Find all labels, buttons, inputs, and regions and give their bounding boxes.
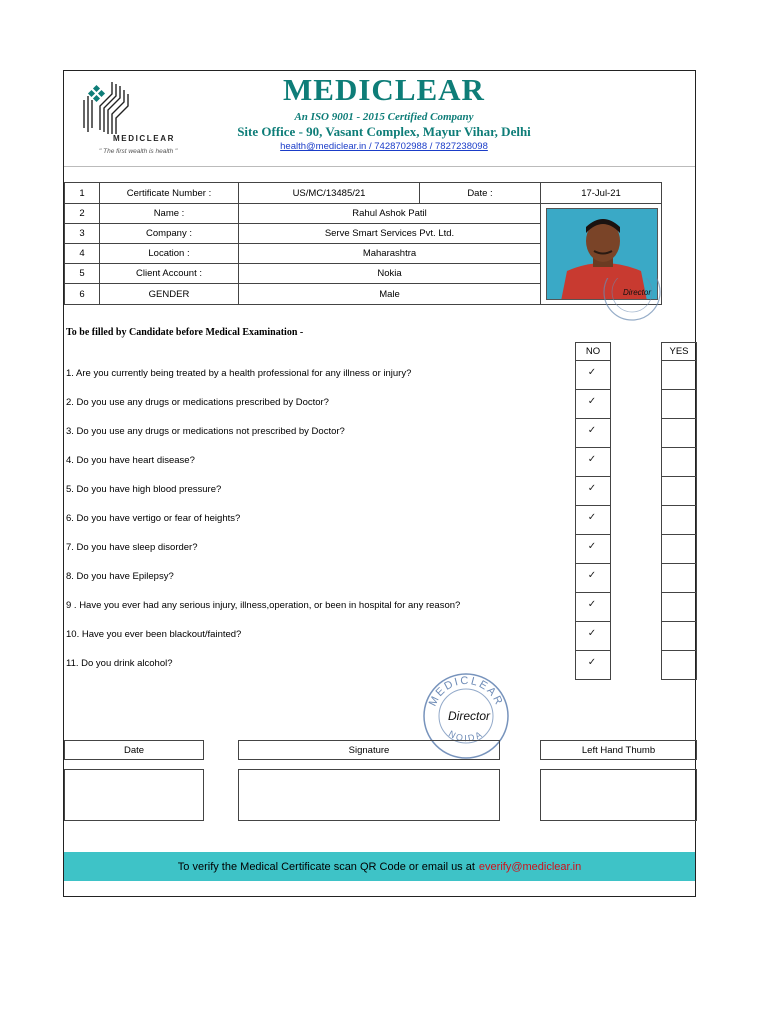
company-title: MEDICLEAR — [283, 72, 485, 107]
logo-wordmark: MEDICLEAR — [113, 134, 175, 143]
yes-cell-divider — [661, 563, 697, 564]
yes-cell-divider — [661, 505, 697, 506]
yes-cell-divider — [661, 389, 697, 390]
no-checkmark-icon[interactable]: ✓ — [587, 512, 597, 523]
footer-text: To verify the Medical Certificate scan QR Code or email us at — [177, 860, 475, 873]
no-cell-divider — [575, 563, 611, 564]
yes-column-header: YES — [661, 342, 697, 361]
question-text: 10. Have you ever been blackout/fainted? — [66, 629, 242, 640]
no-cell-divider — [575, 505, 611, 506]
question-text: 6. Do you have vertigo or fear of heights? — [66, 513, 241, 524]
no-checkmark-icon[interactable]: ✓ — [587, 454, 597, 465]
iso-certification: An ISO 9001 - 2015 Certified Company — [294, 111, 474, 123]
thumb-impression-box[interactable] — [540, 769, 697, 821]
name-value: Rahul Ashok Patil — [238, 203, 541, 224]
questionnaire-title: To be filled by Candidate before Medical Examination - — [66, 327, 304, 338]
name-label: Name : — [99, 203, 239, 224]
verify-email-link[interactable]: everify@mediclear.in — [478, 860, 582, 873]
date-label: Date : — [419, 182, 541, 204]
stamp-ring-bottom: NOIDA — [446, 728, 486, 744]
question-text: 1. Are you currently being treated by a health professional for any illness or injury? — [66, 368, 412, 379]
no-cell-divider — [575, 389, 611, 390]
yes-cell-divider — [661, 476, 697, 477]
row-number: 5 — [64, 263, 100, 284]
location-label: Location : — [99, 243, 239, 264]
director-signature: Director — [448, 709, 491, 723]
no-checkmark-icon[interactable]: ✓ — [587, 425, 597, 436]
gender-label: GENDER — [99, 283, 239, 305]
date-entry-box[interactable] — [64, 769, 204, 821]
no-cell-divider — [575, 418, 611, 419]
question-text: 8. Do you have Epilepsy? — [66, 571, 174, 582]
yes-cell-divider — [661, 447, 697, 448]
yes-cell-divider — [661, 534, 697, 535]
no-cell-divider — [575, 476, 611, 477]
no-cell-divider — [575, 534, 611, 535]
no-checkmark-icon[interactable]: ✓ — [587, 396, 597, 407]
no-checkmark-icon[interactable]: ✓ — [587, 367, 597, 378]
contact-link[interactable]: health@mediclear.in / 7428702988 / 7827238098 — [280, 141, 488, 152]
yes-cell-divider — [661, 650, 697, 651]
no-cell-divider — [575, 650, 611, 651]
row-number: 6 — [64, 283, 100, 305]
question-text: 3. Do you use any drugs or medications not prescribed by Doctor? — [66, 426, 345, 437]
question-text: 9 . Have you ever had any serious injury, illness,operation, or been in hospital for any reason? — [66, 600, 461, 611]
date-value: 17-Jul-21 — [540, 182, 662, 204]
client-account-label: Client Account : — [99, 263, 239, 284]
no-checkmark-icon[interactable]: ✓ — [587, 657, 597, 668]
question-text: 5. Do you have high blood pressure? — [66, 484, 222, 495]
header-divider — [64, 166, 695, 167]
no-cell-divider — [575, 447, 611, 448]
date-box-label: Date — [64, 740, 204, 760]
yes-cell-divider — [661, 418, 697, 419]
row-number: 3 — [64, 223, 100, 244]
certificate-number-value: US/MC/13485/21 — [238, 182, 420, 204]
no-checkmark-icon[interactable]: ✓ — [587, 541, 597, 552]
logo-tagline: " The first wealth is health " — [99, 148, 178, 155]
site-office-address: Site Office - 90, Vasant Complex, Mayur Vihar, Delhi — [237, 124, 531, 139]
photo-stamp-signature: Director — [622, 288, 651, 297]
yes-cell-divider — [661, 621, 697, 622]
question-text: 4. Do you have heart disease? — [66, 455, 195, 466]
signature-entry-box[interactable] — [238, 769, 500, 821]
row-number: 2 — [64, 203, 100, 224]
no-checkmark-icon[interactable]: ✓ — [587, 570, 597, 581]
verification-footer — [64, 852, 695, 881]
no-cell-divider — [575, 621, 611, 622]
yes-answer-column — [661, 360, 697, 680]
yes-cell-divider — [661, 592, 697, 593]
location-value: Maharashtra — [238, 243, 541, 264]
client-account-value: Nokia — [238, 263, 541, 284]
question-text: 2. Do you use any drugs or medications prescribed by Doctor? — [66, 397, 329, 408]
company-value: Serve Smart Services Pvt. Ltd. — [238, 223, 541, 244]
question-text: 7. Do you have sleep disorder? — [66, 542, 198, 553]
no-checkmark-icon[interactable]: ✓ — [587, 628, 597, 639]
thumb-box-label: Left Hand Thumb — [540, 740, 697, 760]
certificate-number-label: Certificate Number : — [99, 182, 239, 204]
no-cell-divider — [575, 592, 611, 593]
photo-stamp-icon — [600, 278, 664, 324]
no-column-header: NO — [575, 342, 611, 361]
company-label: Company : — [99, 223, 239, 244]
signature-box-label: Signature — [238, 740, 500, 760]
question-text: 11. Do you drink alcohol? — [66, 658, 173, 669]
gender-value: Male — [238, 283, 541, 305]
row-number: 4 — [64, 243, 100, 264]
no-checkmark-icon[interactable]: ✓ — [587, 483, 597, 494]
stamp-ring-top: MEDICLEAR — [426, 674, 506, 709]
no-checkmark-icon[interactable]: ✓ — [587, 599, 597, 610]
svg-text:MEDICLEAR — [427, 675, 505, 708]
row-number: 1 — [64, 182, 100, 204]
